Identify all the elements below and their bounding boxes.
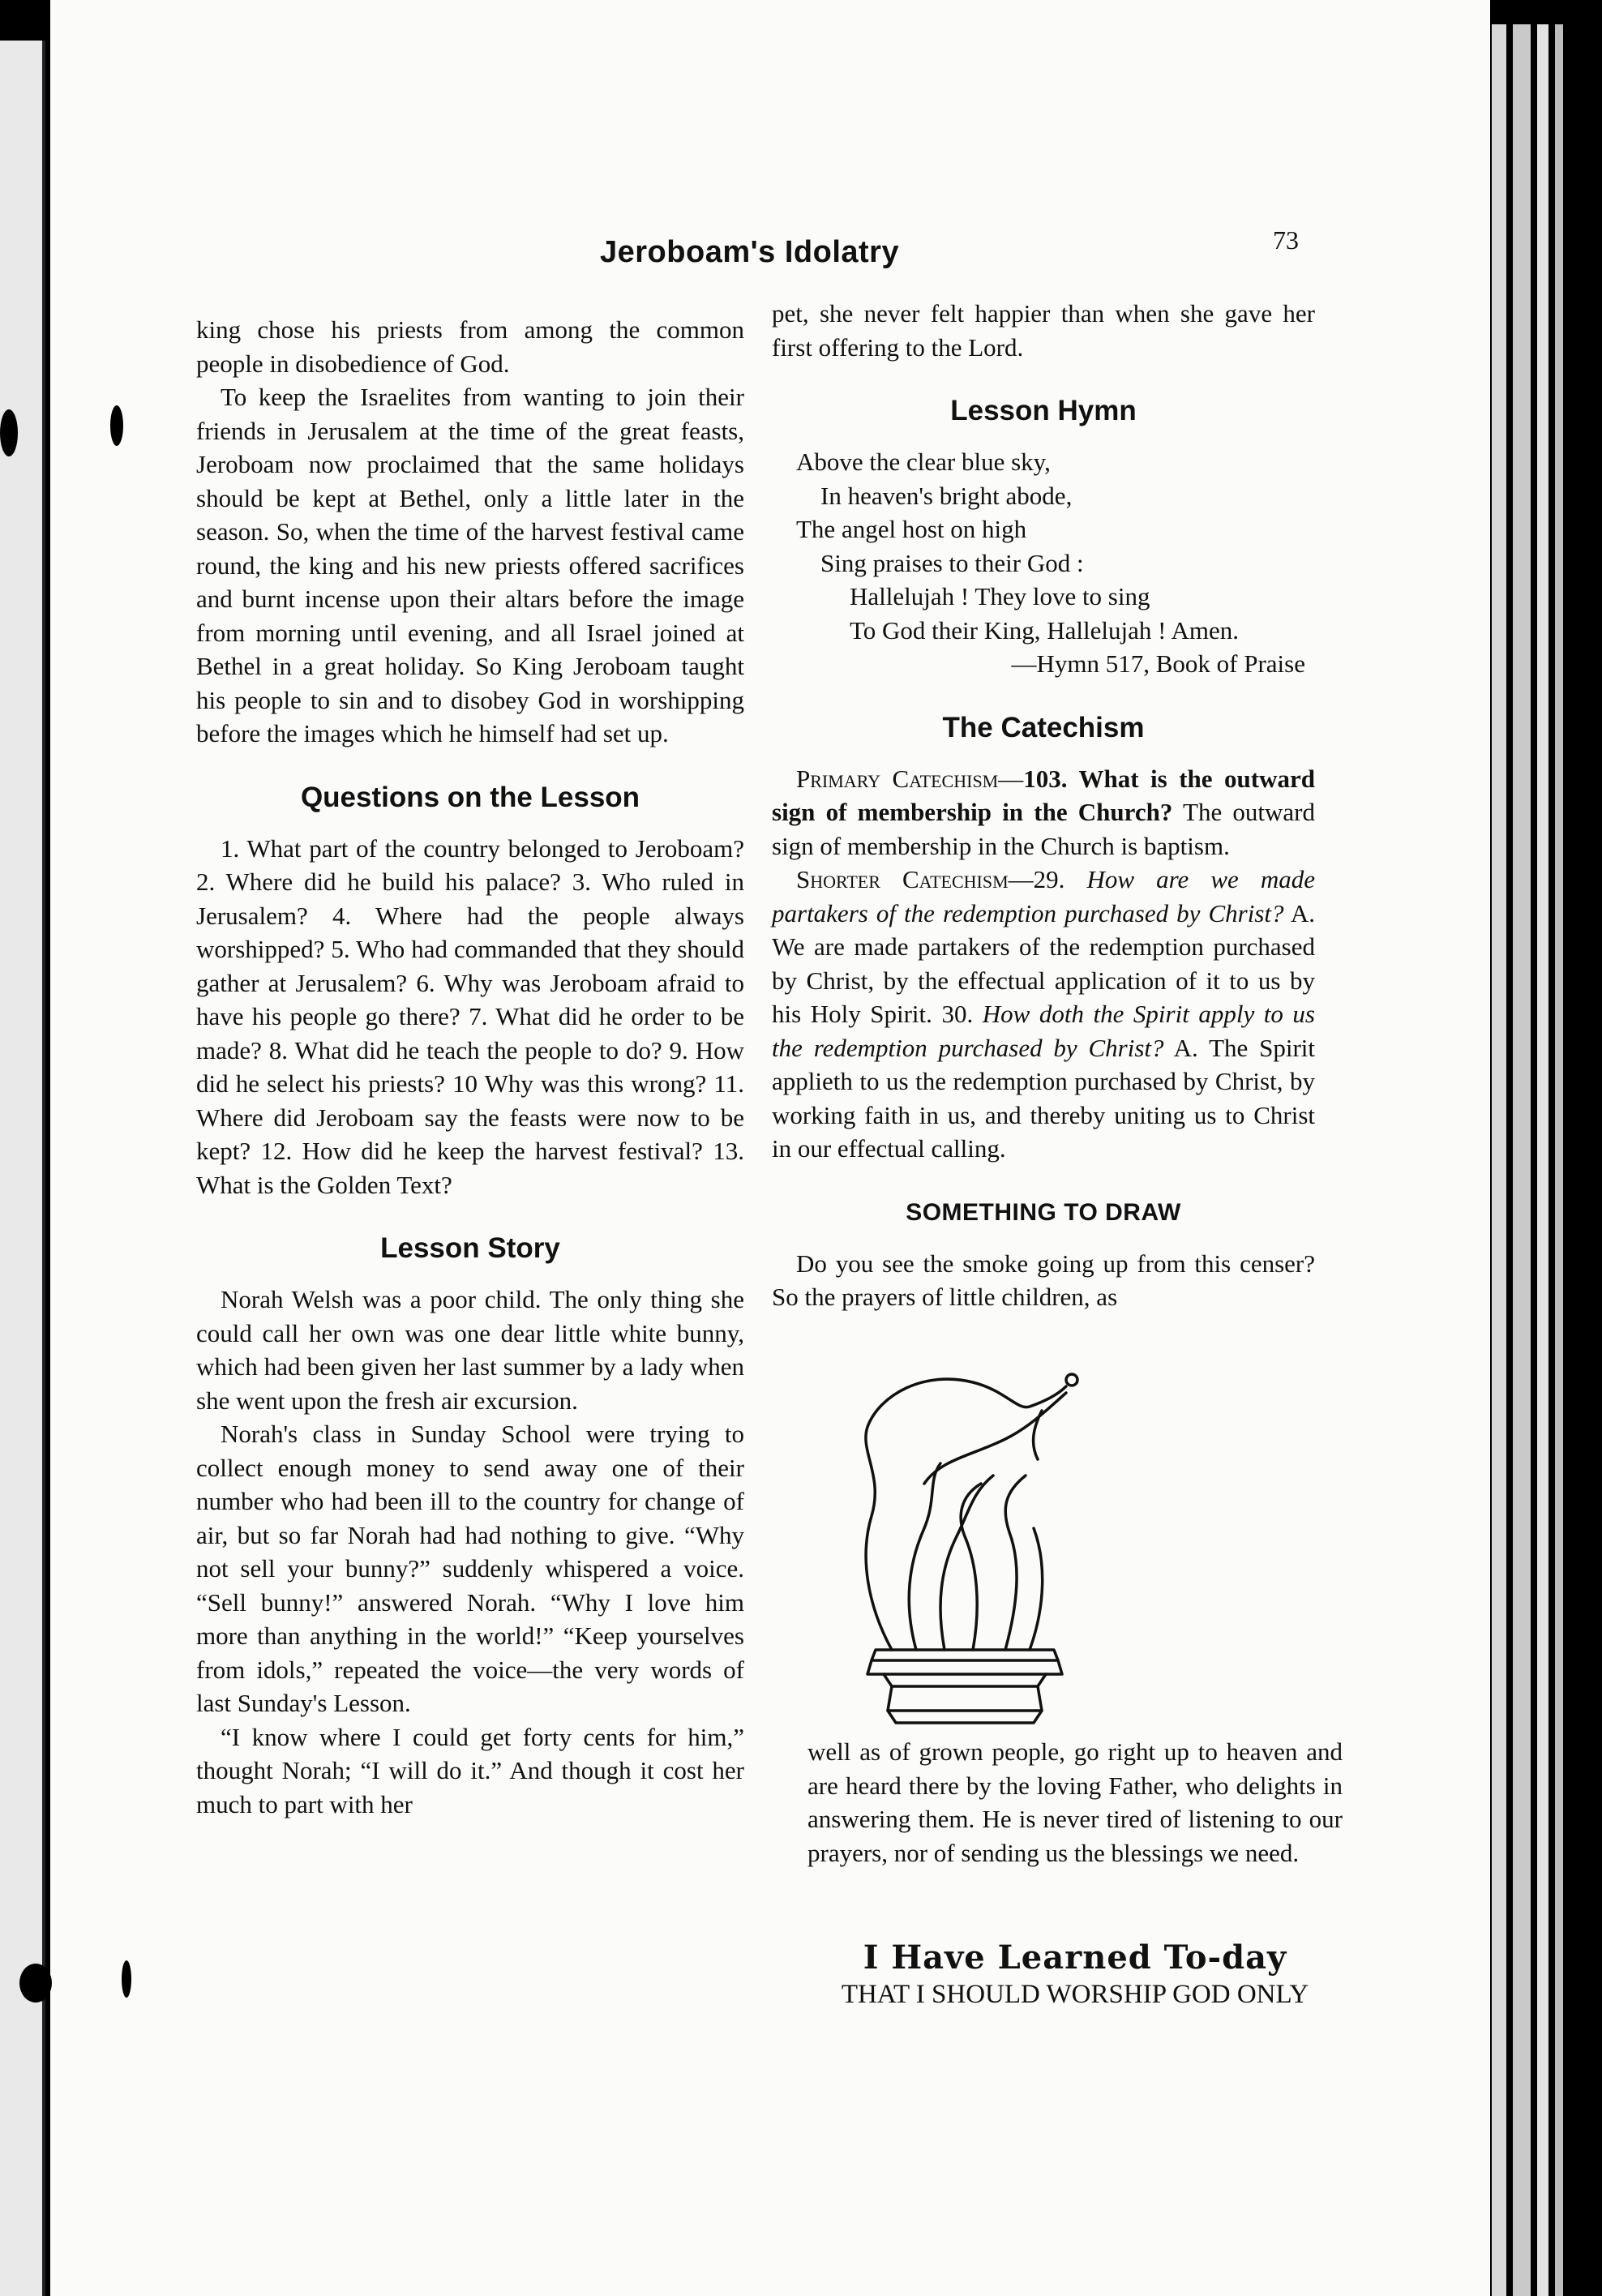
body-paragraph: pet, she never felt happier than when she gave her first offering to the Lord. — [772, 299, 1315, 362]
questions-heading: Questions on the Lesson — [300, 781, 640, 813]
smoke-wisp — [1030, 1528, 1043, 1650]
binding-hole — [122, 1960, 131, 1998]
right-column — [772, 297, 1315, 1314]
right-column-continued — [807, 1735, 1343, 1870]
question-number: 30. — [941, 1000, 983, 1028]
page-stack-edge — [1537, 24, 1548, 2296]
shorter-catechism — [772, 863, 1315, 1166]
story-paragraph: Norah Welsh was a poor child. The only thing she could call her own was one dear little white bunny, which had been given her last summer by a lady when she went upon the fresh air excursion. — [196, 1285, 744, 1415]
binding-hole — [19, 1964, 52, 2003]
smoke-curl — [924, 1393, 1066, 1484]
learned-today-text: THAT I SHOULD WORSHIP GOD ONLY — [841, 1980, 1309, 2009]
hymn — [772, 445, 1315, 681]
catechism-heading: The Catechism — [942, 711, 1145, 743]
censer-rim — [872, 1650, 1058, 1660]
previous-page-edge — [0, 41, 45, 2296]
body-paragraph: To keep the Israelites from wanting to join their friends in Jerusalem at the time of the great feasts, Jeroboam now proclaimed that the same holidays should be kept at Bethel, only a little later in the season. So, when the time of the harvest festival came round, the king and his new priests offered sacrifices and burnt incense upon their altars before the image from morning until evening, and all Israel joined at Bethel in a great holiday. So King Jeroboam taught his people to sin and to disobey God in worshipping before the images which he himself had set up. — [196, 383, 744, 747]
binding-hole — [110, 405, 123, 446]
shorter-catechism-question: How doth the Spirit apply to us the redemption purchased by Christ? — [772, 1000, 1315, 1062]
hymn-line: To God their King, Hallelujah ! Amen. — [850, 615, 1239, 645]
censer-body — [888, 1686, 1042, 1711]
hymn-line: Hallelujah ! They love to sing — [850, 582, 1150, 610]
hymn-line: The angel host on high — [796, 515, 1027, 543]
censer-base — [888, 1711, 1042, 1723]
learned-today-box — [807, 1938, 1343, 2011]
draw-paragraph: well as of grown people, go right up to heaven and are heard there by the loving Father, who delights in answering them. He is never tired of listening to our prayers, nor of sending us the blessings we need. — [807, 1737, 1343, 1867]
body-paragraph: king chose his priests from among the common people in disobedience of God. — [196, 315, 744, 378]
hymn-credit: —Hymn 517, Book of Praise — [1011, 649, 1305, 678]
hymn-line: Above the clear blue sky, — [796, 448, 1051, 476]
primary-catechism-question: 103. What is the outward sign of membership in the Church? — [772, 764, 1315, 826]
smoke-wisp — [1005, 1476, 1026, 1650]
learned-today-heading: I Have Learned To-day — [863, 1938, 1287, 1977]
story-paragraph: “I know where I could get forty cents for him,” thought Norah; “I will do it.” And though it cost her much to part with her — [196, 1722, 744, 1818]
smoke-wisp — [961, 1484, 981, 1650]
censer-icon — [843, 1362, 1086, 1727]
smoke-tip — [1066, 1374, 1077, 1386]
smoke-wisp — [909, 1463, 940, 1650]
questions-paragraph: 1. What part of the country belonged to Jeroboam? 2. Where did he build his palace? 3. Who ruled in Jerusalem? 4. Where had the people always worshipped? 5. Who had commanded that they should gather at Jerusalem? 6. Why was Jeroboam afraid to have his people go there? 7. What did he order to be made? 8. What did he teach the people to do? 9. How did he select his priests? 10 Why was this wrong? 11. Where did Jeroboam say the feasts were now to be kept? 12. How did he keep the harvest festival? 13. What is the Golden Text? — [196, 833, 744, 1199]
primary-catechism-answer: The outward sign of membership in the Church is baptism. — [772, 798, 1315, 860]
left-column — [196, 313, 744, 1821]
censer-band — [884, 1674, 1046, 1686]
something-to-draw-heading: SOMETHING TO DRAW — [906, 1198, 1181, 1226]
shorter-catechism-answer: A. We are made partakers of the redemption purchased by Christ, by the effectual application of it to us by his Holy Spirit. — [772, 898, 1316, 1028]
question-number: 29. — [1033, 865, 1087, 893]
page-number: 73 — [1273, 225, 1299, 255]
shorter-catechism-answer: A. The Spirit applieth to us the redemption purchased by Christ, by working faith in us, and thereby uniting us to Christ in our effectual calling. — [772, 1033, 1316, 1163]
censer-bowl — [867, 1660, 1062, 1674]
page-stack-edge — [1513, 24, 1531, 2296]
hymn-line: Sing praises to their God : — [820, 548, 1084, 577]
binding-hole — [0, 409, 18, 456]
lesson-story-heading: Lesson Story — [380, 1232, 560, 1264]
smoke-wisp — [940, 1476, 993, 1650]
primary-catechism-label: Primary Catechism— — [796, 764, 1024, 793]
running-head: Jeroboam's Idolatry — [600, 235, 900, 269]
primary-catechism — [772, 762, 1315, 863]
shorter-catechism-label: Shorter Catechism— — [796, 865, 1034, 893]
lesson-hymn-heading: Lesson Hymn — [950, 395, 1137, 426]
story-paragraph: Norah's class in Sunday School were trying to collect enough money to send away one of their number who had been ill to the country for change of air, but so far Norah had had nothing to give. “Why not sell your bunny?” suddenly whispered a voice. “Sell bunny!” answered Norah. “Why I love him more than anything in the world!” “Keep yourselves from idols,” repeated the voice—the very words of last Sunday's Lesson. — [196, 1420, 744, 1717]
hymn-line: In heaven's bright abode, — [820, 481, 1073, 510]
page-stack-edge — [1555, 24, 1563, 2296]
page-stack-edge — [1492, 24, 1506, 2296]
smoke-curl — [1034, 1411, 1042, 1459]
draw-paragraph: Do you see the smoke going up from this censer? So the prayers of little children, as — [772, 1249, 1315, 1311]
shorter-catechism-question: How are we made partakers of the redemption purchased by Christ? — [772, 865, 1315, 927]
